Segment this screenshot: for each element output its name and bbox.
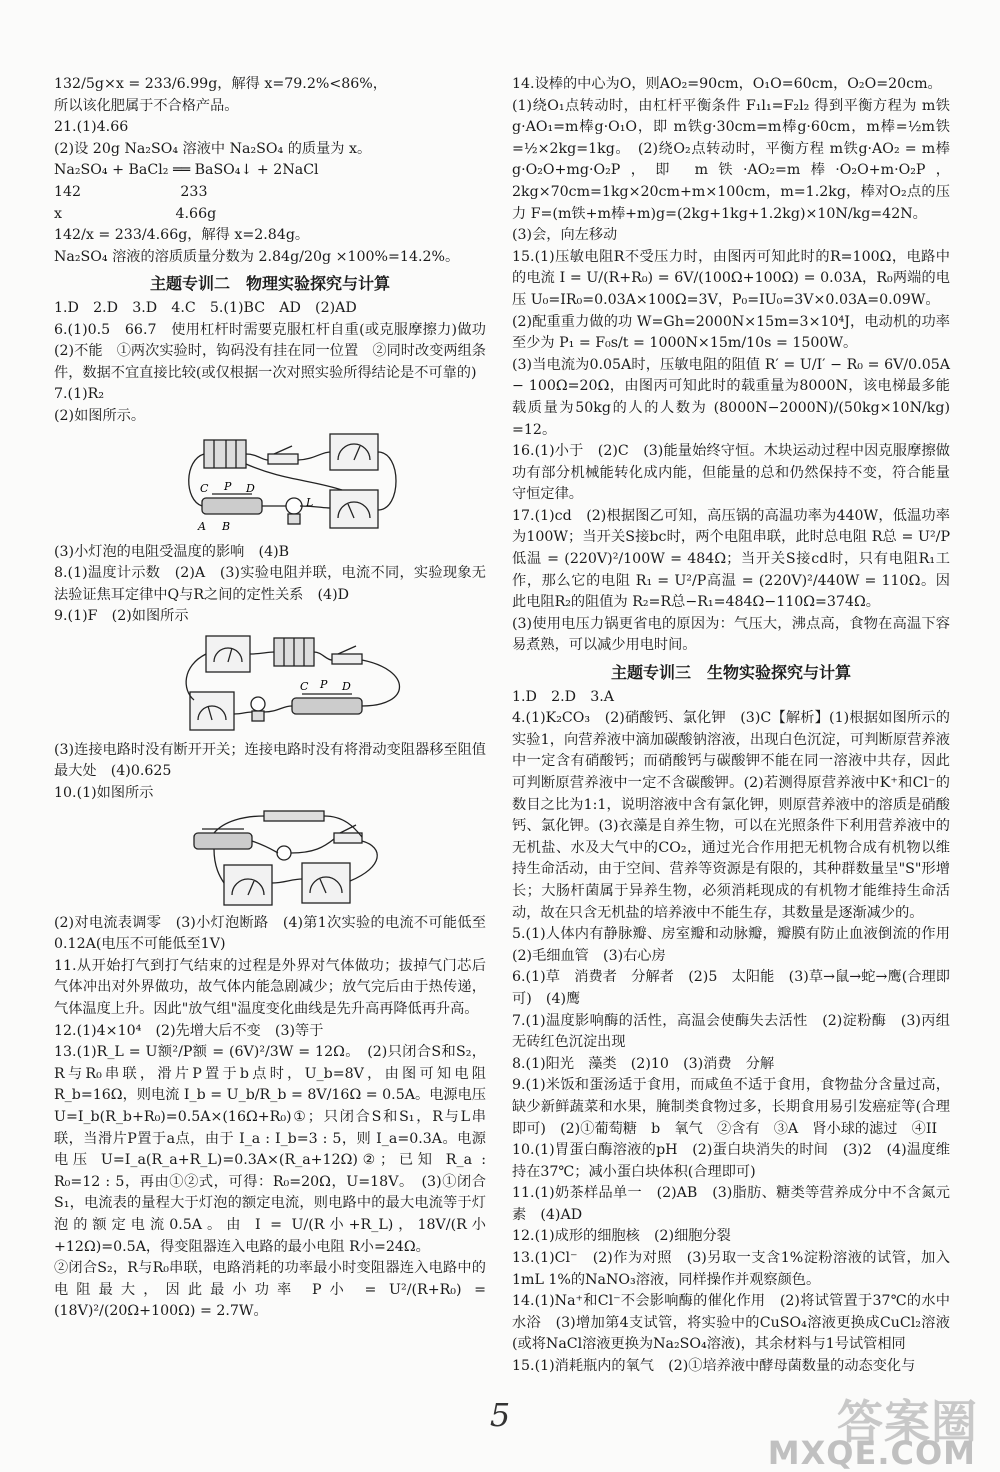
watermark (767, 1386, 978, 1472)
text-line: 21.(1)4.66 (54, 119, 129, 136)
text-line: 11.从开始打气到打气结束的过程是外界对气体做功；拔掉气门芯后气体冲出对外界做功，故气体内能急剧减少；放气完后由于热传递，气体温度上升。因此"放气组"温度变化曲线是先升高再降低再升高。 (54, 957, 486, 1018)
text-line: ②闭合S₂，R与R₀串联，电路消耗的功率最小时变阻器连入电路中的电阻最大，因此最小功率 P小 = U²/(R+R₀) = (18V)²/(20Ω+100Ω) = 2.7W。 (54, 1260, 486, 1320)
text-line: 13.(1)R_L = U额²/P额 = (6V)²/3W = 12Ω。 (2)只闭合S和S₂，R与R₀串联，滑片P置于b点时，U_b=8V，由图可知电阻R_b=16Ω，则电流 I_b = U_b/R_b = 8V/16Ω = 0.5A。电源电压 U=I_b(R_b+R₀)=0.5A×(16Ω+R₀)①；只闭合S和S₁，R与L串联，当滑片P置于a点，由于 I_a : I_b=3 : 5，则 I_a=0.3A。电源电压 U=I_a(R_a+R_L)=0.3A×(R_a+12Ω)②；已知 R_a : R₀=12 : 5，再由①②式，可得：R₀=20Ω，U=18V。 (3)①闭合S₁，电流表的量程大于灯泡的额定电流，则电路中的最大电流等于灯泡的额定电流0.5A。由 I = U/(R小+R_L)，18V/(R小+12Ω)=0.5A，得变阻器连入电路的最小电阻 R小=24Ω。 (54, 1044, 486, 1255)
text-line: 15.(1)压敏电阻R不受压力时，由图丙可知此时的R=100Ω，电路中的电流 I = U/(R+R₀) = 6V/(100Ω+100Ω) = 0.03A，R₀两端的电压 U₀=IR₀=0.03A×100Ω=3V，P₀=IU₀=3V×0.03A=0.09W。 (512, 248, 950, 308)
text-line: 15.(1)消耗瓶内的氧气 (2)①培养液中酵母菌数量的动态变化与 (512, 1358, 916, 1375)
figure-label: C (200, 481, 209, 495)
text-line: 12.(1)成形的细胞核 (2)细胞分裂 (512, 1228, 731, 1245)
text-line: 13.(1)Cl⁻ (2)作为对照 (3)另取一支含1%淀粉溶液的试管，加入1mL 1%的NaNO₃溶液，同样操作并观察颜色。 (512, 1250, 950, 1288)
text-line: (2)配重重力做的功 W=Gh=2000N×15m=3×10⁴J，电动机的功率至少为 P₁ = F₀s/t = 1000N×15m/10s = 1500W。 (512, 313, 950, 352)
figure-label: D (246, 481, 255, 495)
text-line: 17.(1)cd (2)根据图乙可知，高压锅的高温功率为440W，低温功率为100W；当开关S接bc时，两个电阻串联，此时总电阻 R总 = U²/P低温 = (220V)²/100W = 484Ω；当开关S接cd时，只有电阻R₁工作，那么它的电阻 R₁ = U²/P高温 = (220V)²/440W = 110Ω。因此电阻R₂的阻值为 R₂=R总−R₁=484Ω−110Ω=374Ω。 (512, 507, 950, 611)
text-line: 16.(1)小于 (2)C (3)能量始终守恒。木块运动过程中因克服摩擦做功有部分机械能转化成内能，但能量的总和仍然保持不变，符合能量守恒定律。 (512, 443, 950, 503)
text-line: 7.(1)R₂ (54, 386, 105, 403)
text-line: (2)如图所示。 (54, 407, 146, 424)
text-line: 10.(1)如图所示 (54, 785, 154, 802)
text-line: 5.(1)人体内有静脉瓣、房室瓣和动脉瓣，瓣膜有防止血液倒流的作用 (2)毛细血管 (3)右心房 (512, 926, 965, 964)
text-line: 142 233 (54, 183, 208, 200)
text-line: (3)会，向左移动 (512, 227, 618, 244)
figure-label: C (300, 679, 309, 693)
text-line: 6.(1)0.5 66.7 使用杠杆时需要克服杠杆自重(或克服摩擦力)做功 (2)不能 ①两次实验时，钩码没有挂在同一位置 ②同时改变两组条件，数据不宜直接比较(或仅根据一次对照实验所得结论是不可靠的) (54, 321, 501, 381)
text-line: 6.(1)草 消费者 分解者 (2)5 太阳能 (3)草→鼠→蛇→鹰(合理即可) (4)鹰 (512, 969, 950, 1007)
text-line: (2)对电流表调零 (3)小灯泡断路 (4)第1次实验的电流不可能低至0.12A(电压不可能低至1V) (54, 914, 486, 953)
circuit-figure-q10 (184, 807, 486, 911)
text-line: (2)设 20g Na₂SO₄ 溶液中 Na₂SO₄ 的质量为 x。 (54, 140, 372, 157)
text-line: 10.(1)胃蛋白酶溶液的pH (2)蛋白块消失的时间 (3)2 (4)温度维持在37℃；减小蛋白块体积(合理即可) (512, 1142, 950, 1180)
page-number: 5 (489, 1396, 511, 1434)
text-line: 14.(1)Na⁺和Cl⁻不会影响酶的催化作用 (2)将试管置于37℃的水中水浴 (3)增加第4支试管，将实验中的CuSO₄溶液更换成CuCl₂溶液(或将NaCl溶液更换为Na₂SO₄溶液)，其余材料与1号试管相同 (512, 1293, 950, 1353)
text-line: 132/5g×x = 233/6.99g，解得 x=79.2%<86%， (54, 76, 387, 92)
text-line: 9.(1)米饭和蛋汤适于食用，而咸鱼不适于食用，食物盐分含量过高，缺少新鲜蔬菜和水果，腌制类食物过多，长期食用易引发癌症等(合理即可) (2)①葡萄糖 b 氧气 ②含有 ③A 肾小球的滤过 ④II (512, 1077, 950, 1137)
text-line: 4.(1)K₂CO₃ (2)硝酸钙、氯化钾 (3)C【解析】(1)根据如图所示的实验1，向营养液中滴加碳酸钠溶液，出现白色沉淀，可判断原营养液中一定含有硝酸钙；而硝酸钙与碳酸钾不能在同一溶液中共存，因此可判断原营养液中一定不含碳酸钾。(2)若测得原营养液中K⁺和Cl⁻的数目之比为1:1，说明溶液中含有氯化钾，则原营养液中的溶质是硝酸钙、氯化钾。(3)衣藻是自养生物，可以在光照条件下利用营养液中的无机盐、水及大气中的CO₂，通过光合作用把无机物合成有机物以维持生命活动，由于空间、营养等资源是有限的，其种群数量呈"S"形增长；大肠杆菌属于异养生物，必须消耗现成的有机物才能维持生命活动，故在只含无机盐的培养液中不能生存，其数量是逐渐减少的。 (512, 710, 950, 921)
text-line: 9.(1)F (2)如图所示 (54, 608, 189, 625)
circuit-figure-q7 (182, 430, 486, 540)
text-line: Na₂SO₄ 溶液的溶质质量分数为 2.84g/20g ×100%=14.2%。 (54, 248, 460, 265)
watermark-logo-text: 答案圈 (837, 1395, 978, 1449)
text-line: 142/x = 233/4.66g，解得 x=2.84g。 (54, 227, 310, 244)
text-line: (3)当电流为0.05A时，压敏电阻的阻值 R′ = U/I′ − R₀ = 6V/0.05A − 100Ω=20Ω，由图丙可知此时的载重量为8000N，该电梯最多能载质量为50kg的人的人数为 (8000N−2000N)/(50kg×10N/kg) =12。 (512, 356, 950, 438)
text-line: (3)连接电路时没有断开开关；连接电路时没有将滑动变阻器移至阻值最大处 (4)0.625 (54, 741, 486, 780)
section-heading-biology: 主题专训三 生物实验探究与计算 (610, 663, 851, 683)
figure-label: L (306, 495, 314, 509)
text-line: (3)使用电压力锅更省电的原因为：气压大，沸点高，食物在高温下容易煮熟，可以减少用电时间。 (512, 615, 950, 654)
text-line: (3)小灯泡的电阻受温度的影响 (4)B (54, 543, 290, 560)
figure-label: A (198, 519, 206, 533)
text-line: 所以该化肥属于不合格产品。 (54, 97, 239, 114)
text-line: 14.设棒的中心为O，则AO₂=90cm，O₁O=60cm，O₂O=20cm。 (512, 76, 942, 92)
section-heading-physics: 主题专训二 物理实验探究与计算 (149, 274, 390, 294)
circuit-figure-q9 (182, 630, 486, 738)
left-column (54, 74, 501, 1323)
text-line: x 4.66g (54, 205, 217, 222)
text-line: 8.(1)温度计示数 (2)A (3)实验电阻并联，电流不同，实验现象无法验证焦耳定律中Q与R之间的定性关系 (4)D (54, 565, 486, 603)
text-line: 7.(1)温度影响酶的活性，高温会使酶失去活性 (2)淀粉酶 (3)丙组无砖红色沉淀出现 (512, 1012, 950, 1051)
figure-label: P (320, 677, 328, 691)
text-line: 1.D 2.D 3.A (512, 688, 614, 705)
text-line: Na₂SO₄ + BaCl₂ ══ BaSO₄↓ + 2NaCl (54, 162, 319, 179)
figure-label: D (342, 679, 351, 693)
figure-label: B (222, 519, 231, 533)
text-line: 12.(1)4×10⁴ (2)先增大后不变 (3)等于 (54, 1022, 324, 1039)
watermark-url: MXQE.COM (767, 1434, 976, 1472)
text-line: (1)绕O₁点转动时，由杠杆平衡条件 F₁l₁=F₂l₂ 得到平衡方程为 m铁g·AO₁=m棒g·O₁O，即 m铁g·30cm=m棒g·60cm，m棒=½m铁 =½×2kg=1kg。 (2)绕O₂点转动时，平衡方程 m铁g·AO₂ = m棒g·O₂O+mg·O₂P，即 m铁·AO₂=m棒·O₂O+m·O₂P，2kg×70cm=1kg×20cm+m×100cm，m=1.2kg，棒对O₂点的压力 F=(m铁+m棒+m)g=(2kg+1kg+1.2kg)×10N/kg=42N。 (512, 97, 950, 222)
text-line: 1.D 2.D 3.D 4.C 5.(1)BC AD (2)AD (54, 299, 357, 316)
figure-label: P (224, 479, 232, 493)
text-line: 11.(1)奶茶样品单一 (2)AB (3)脂肪、糖类等营养成分中不含氮元素 (4)AD (512, 1185, 950, 1223)
text-line: 8.(1)阳光 藻类 (2)10 (3)消费 分解 (512, 1055, 775, 1072)
right-column (512, 74, 965, 1378)
